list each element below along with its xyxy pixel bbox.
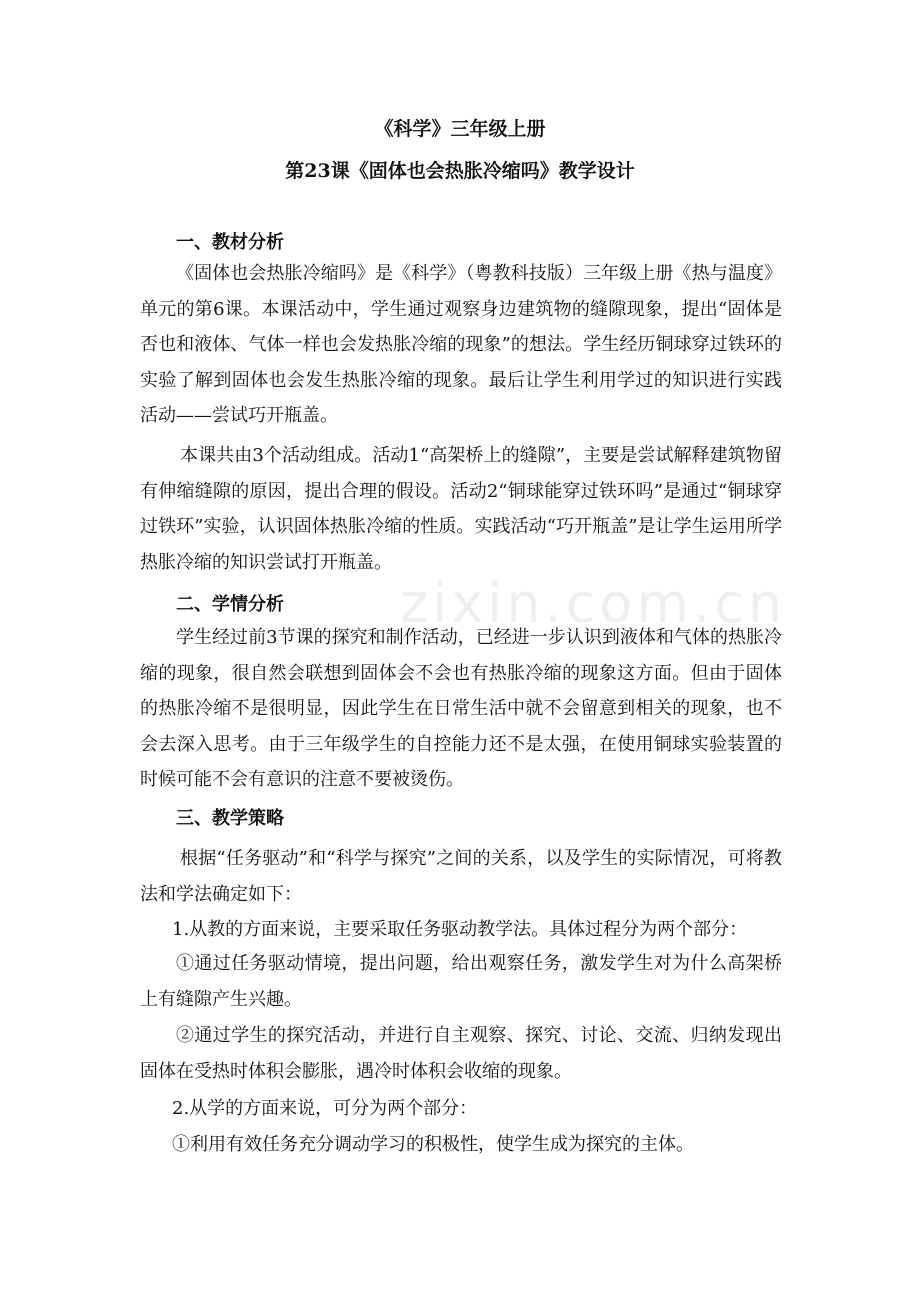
paragraph: 根据“任务驱动”和“科学与探究”之间的关系，以及学生的实际情况，可将教法和学法确定如下： (140, 848, 782, 905)
paragraph: 学生经过前3节课的探究和制作活动，已经进一步认识到液体和气体的热胀冷缩的现象，很自然会联想到固体会不会也有热胀冷缩的现象这方面。但由于固体的热胀冷缩不是很明显，因此学生在日常生活中就不会留意到相关的现象，也不会去深入思考。由于三年级学生的自控能力还不是太强，在使用铜球实验装置的时候可能不会有意识的注意不要被烫伤。 (140, 627, 782, 791)
strategy-subitem: ①通过任务驱动情境，提出问题，给出观察任务，激发学生对为什么高架桥上有缝隙产生兴趣。 (140, 953, 782, 1010)
section-heading-textbook-analysis: 一、教材分析 (176, 232, 284, 253)
strategy-subitem: ①利用有效任务充分调动学习的积极性，使学生成为探究的主体。 (172, 1134, 694, 1155)
watermark-text: zixin.com.cn (400, 572, 787, 635)
strategy-item-learning: 2.从学的方面来说，可分为两个部分： (172, 1098, 478, 1119)
document-title: 《科学》三年级上册 (374, 118, 546, 140)
document-subtitle: 第23课《固体也会热胀冷缩吗》教学设计 (285, 160, 635, 182)
section-heading-learner-analysis: 二、学情分析 (176, 594, 284, 615)
strategy-subitem: ②通过学生的探究活动，并进行自主观察、探究、讨论、交流、归纳发现出固体在受热时体积会膨胀，遇冷时体积会收缩的现象。 (140, 1025, 782, 1082)
section-heading-teaching-strategy: 三、教学策略 (176, 808, 284, 829)
strategy-item-teaching: 1.从教的方面来说，主要采取任务驱动教学法。具体过程分为两个部分： (172, 919, 748, 940)
paragraph: 《固体也会热胀冷缩吗》是《科学》（粤教科技版）三年级上册《热与温度》单元的第6课。本课活动中，学生通过观察身边建筑物的缝隙现象，提出“固体是否也和液体、气体一样也会发热胀冷缩的现象”的想法。学生经历铜球穿过铁环的实验了解到固体也会发生热胀冷缩的现象。最后让学生利用学过的知识进行实践活动——尝试巧开瓶盖。 (140, 263, 782, 427)
paragraph: 本课共由3个活动组成。活动1“高架桥上的缝隙”，主要是尝试解释建筑物留有伸缩缝隙的原因，提出合理的假设。活动2“铜球能穿过铁环吗”是通过“铜球穿过铁环”实验，认识固体热胀冷缩的性质。实践活动“巧开瓶盖”是让学生运用所学热胀冷缩的知识尝试打开瓶盖。 (140, 445, 782, 573)
